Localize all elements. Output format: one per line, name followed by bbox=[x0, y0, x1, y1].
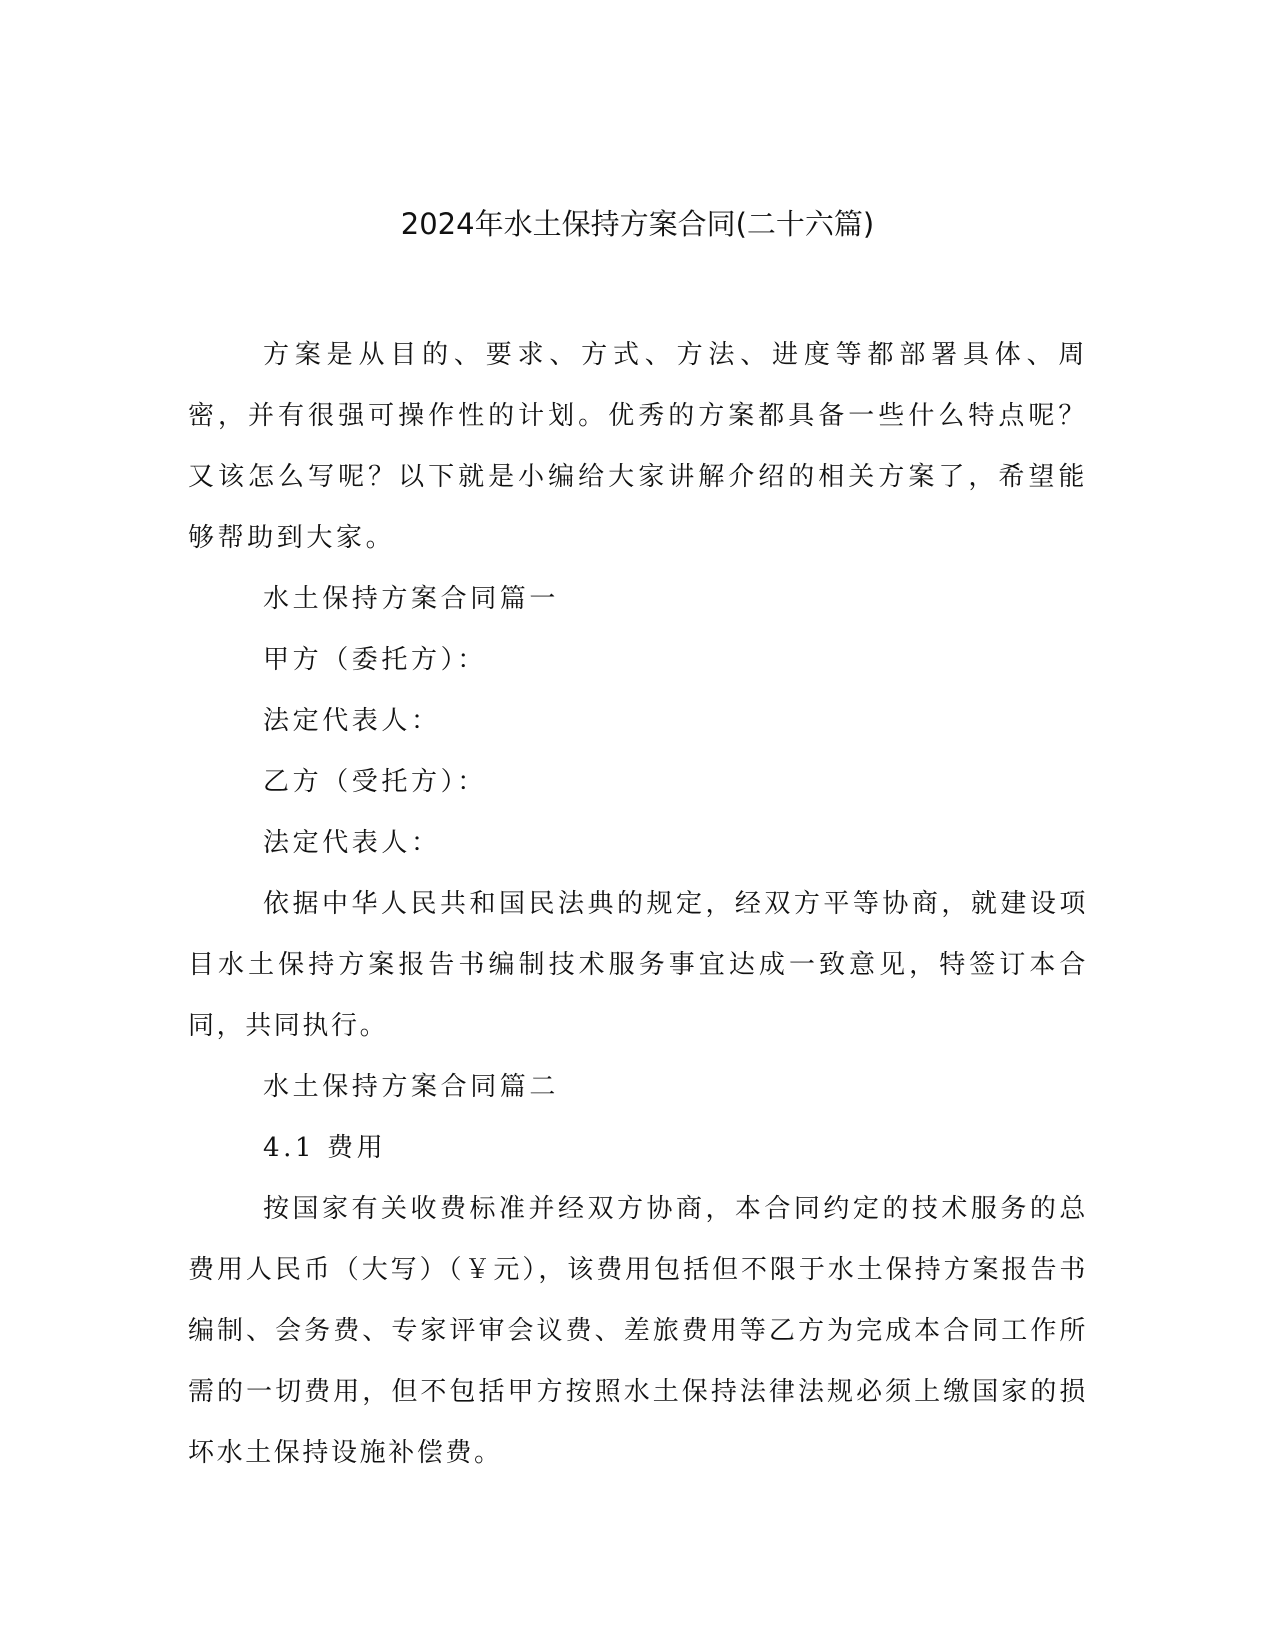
document-title: 2024年水土保持方案合同(二十六篇) bbox=[400, 207, 875, 241]
intro-paragraph: 方案是从目的、要求、方式、方法、进度等都部署具体、周密，并有很强可操作性的计划。优秀的方案都具备一些什么特点呢？又该怎么写呢？以下就是小编给大家讲解介绍的相关方案了，希望能够帮助到大家。 bbox=[188, 340, 1088, 553]
section-heading-2: 水土保持方案合同篇二 bbox=[263, 1072, 560, 1102]
party-a-line: 甲方（委托方）： bbox=[263, 645, 487, 675]
party-a-representative-line: 法定代表人： bbox=[263, 706, 441, 736]
party-b-line: 乙方（受托方）： bbox=[263, 767, 487, 797]
agreement-basis-paragraph: 依据中华人民共和国民法典的规定，经双方平等协商，就建设项目水土保持方案报告书编制技术服务事宜达成一致意见，特签订本合同，共同执行。 bbox=[188, 889, 1088, 1041]
fee-paragraph: 按国家有关收费标准并经双方协商，本合同约定的技术服务的总费用人民币（大写）（￥元），该费用包括但不限于水土保持方案报告书编制、会务费、专家评审会议费、差旅费用等乙方为完成本合同工作所需的一切费用，但不包括甲方按照水土保持法律法规必须上缴国家的损坏水土保持设施补偿费。 bbox=[188, 1194, 1088, 1468]
section-heading-1: 水土保持方案合同篇一 bbox=[263, 584, 560, 614]
document-body bbox=[188, 325, 1088, 1484]
party-b-representative-line: 法定代表人： bbox=[263, 828, 441, 858]
clause-heading: 4.1 费用 bbox=[263, 1133, 387, 1163]
